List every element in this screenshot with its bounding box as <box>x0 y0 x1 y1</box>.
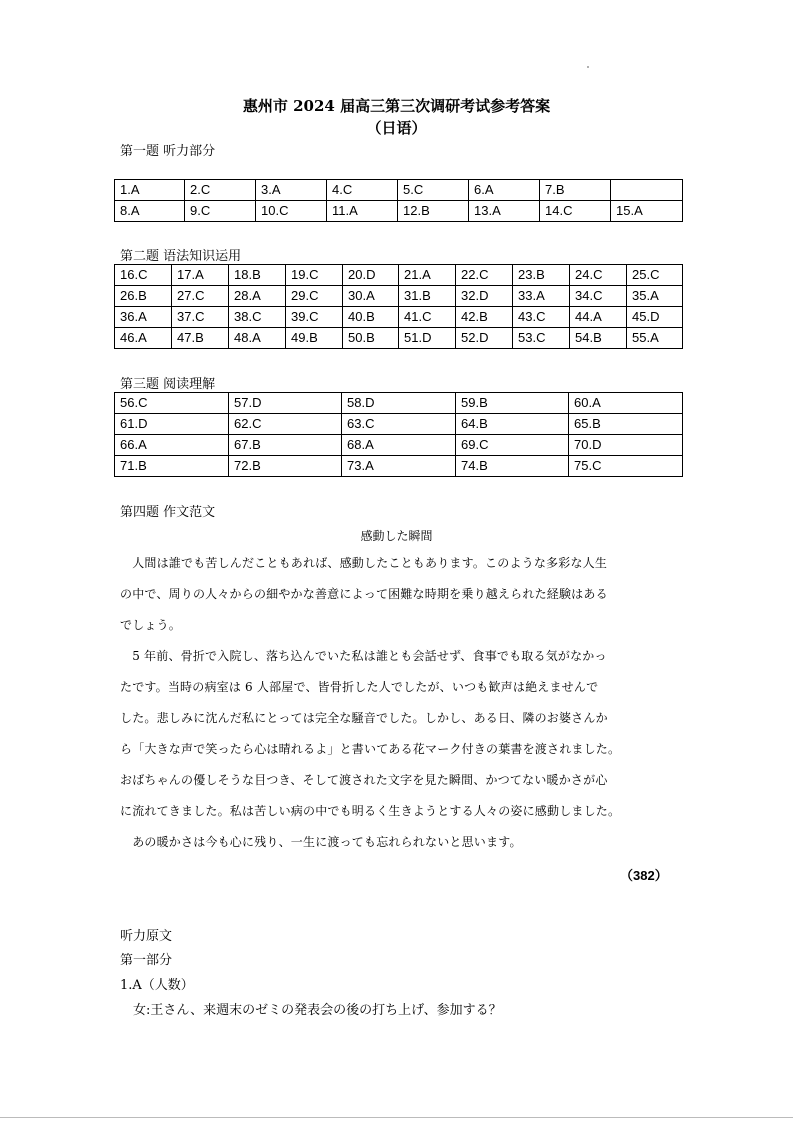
answer-cell: 75.C <box>569 456 683 477</box>
essay-line: でしょう。 <box>120 618 182 632</box>
answer-cell: 44.A <box>570 307 627 328</box>
question-label: 1.A（人数） <box>120 978 194 993</box>
answer-cell: 42.B <box>456 307 513 328</box>
essay-line: 5 年前、骨折で入院し、落ち込んでいた私は誰とも会話せず、食事でも取る気がなかっ <box>120 649 607 663</box>
answer-cell: 19.C <box>286 265 343 286</box>
answer-cell: 33.A <box>513 286 570 307</box>
answer-cell: 52.D <box>456 328 513 349</box>
answer-cell: 68.A <box>342 435 456 456</box>
answer-cell: 61.D <box>115 414 229 435</box>
answer-cell: 54.B <box>570 328 627 349</box>
essay-line: おばちゃんの優しそうな目つき、そして渡された文字を見た瞬間、かつてない暖かさが心 <box>120 773 608 787</box>
answer-cell: 37.C <box>172 307 229 328</box>
page-subtitle: （日语） <box>366 119 427 137</box>
answer-cell: 60.A <box>569 393 683 414</box>
answer-cell: 34.C <box>570 286 627 307</box>
grammar-answer-table <box>114 264 683 349</box>
answer-cell: 35.A <box>627 286 683 307</box>
answer-cell: 46.A <box>115 328 172 349</box>
table-row <box>115 286 683 307</box>
part-heading: 第一部分 <box>120 953 173 968</box>
section1-heading: 第一题 听力部分 <box>120 144 216 159</box>
answer-cell: 27.C <box>172 286 229 307</box>
answer-cell: 5.C <box>398 180 469 201</box>
section3-heading: 第三题 阅读理解 <box>120 377 216 392</box>
page-title: 惠州市 2024 届高三第三次调研考试参考答案 <box>242 97 551 115</box>
answer-cell: 32.D <box>456 286 513 307</box>
essay-title: 感動した瞬間 <box>360 529 433 543</box>
answer-cell: 72.B <box>229 456 342 477</box>
answer-cell: 40.B <box>343 307 399 328</box>
answer-cell: 22.C <box>456 265 513 286</box>
answer-cell: 45.D <box>627 307 683 328</box>
answer-cell: 26.B <box>115 286 172 307</box>
essay-line: に流れてきました。私は苦しい病の中でも明るく生きようとする人々の姿に感動しました。 <box>120 804 621 818</box>
answer-cell: 58.D <box>342 393 456 414</box>
reading-answer-table <box>114 392 683 477</box>
answer-cell: 39.C <box>286 307 343 328</box>
scan-dot <box>587 66 589 68</box>
word-count: （382） <box>620 868 668 883</box>
answer-cell: 3.A <box>256 180 327 201</box>
answer-cell: 18.B <box>229 265 286 286</box>
answer-cell: 41.C <box>399 307 456 328</box>
answer-cell: 74.B <box>456 456 569 477</box>
table-row <box>115 265 683 286</box>
answer-cell: 4.C <box>327 180 398 201</box>
essay-line: した。悲しみに沈んだ私にとっては完全な騒音でした。しかし、ある日、隣のお婆さんか <box>120 711 608 725</box>
answer-cell: 24.C <box>570 265 627 286</box>
answer-cell: 6.A <box>469 180 540 201</box>
answer-cell: 69.C <box>456 435 569 456</box>
table-row <box>115 414 683 435</box>
answer-cell <box>611 180 683 201</box>
answer-cell: 31.B <box>399 286 456 307</box>
essay-line: あの暖かさは今も心に残り、一生に渡っても忘れられないと思います。 <box>120 835 522 849</box>
answer-cell: 50.B <box>343 328 399 349</box>
answer-cell: 48.A <box>229 328 286 349</box>
answer-cell: 49.B <box>286 328 343 349</box>
answer-cell: 9.C <box>185 201 256 222</box>
answer-cell: 15.A <box>611 201 683 222</box>
essay-line: の中で、周りの人々からの細やかな善意によって困難な時期を乗り越えられた経験はある <box>120 587 608 601</box>
answer-cell: 28.A <box>229 286 286 307</box>
answer-cell: 17.A <box>172 265 229 286</box>
answer-cell: 62.C <box>229 414 342 435</box>
answer-cell: 36.A <box>115 307 172 328</box>
table-row <box>115 180 683 201</box>
answer-cell: 67.B <box>229 435 342 456</box>
dialogue-line: 女:王さん、来週末のゼミの発表会の後の打ち上げ、参加する？ <box>120 1003 502 1018</box>
answer-cell: 47.B <box>172 328 229 349</box>
answer-cell: 11.A <box>327 201 398 222</box>
answer-cell: 65.B <box>569 414 683 435</box>
answer-cell: 14.C <box>540 201 611 222</box>
answer-cell: 25.C <box>627 265 683 286</box>
answer-cell: 56.C <box>115 393 229 414</box>
answer-cell: 59.B <box>456 393 569 414</box>
essay-line: ら「大きな声で笑ったら心は晴れるよ」と書いてある花マーク付きの葉書を渡されました。 <box>120 742 621 756</box>
answer-cell: 16.C <box>115 265 172 286</box>
answer-cell: 2.C <box>185 180 256 201</box>
answer-cell: 70.D <box>569 435 683 456</box>
answer-cell: 12.B <box>398 201 469 222</box>
answer-cell: 8.A <box>115 201 185 222</box>
table-row <box>115 201 683 222</box>
answer-cell: 51.D <box>399 328 456 349</box>
essay-line: たです。当時の病室は 6 人部屋で、皆骨折した人でしたが、いつも歓声は絶えませんで <box>120 680 599 694</box>
table-row <box>115 328 683 349</box>
answer-cell: 73.A <box>342 456 456 477</box>
listening-answer-table <box>114 179 683 222</box>
answer-cell: 57.D <box>229 393 342 414</box>
answer-cell: 10.C <box>256 201 327 222</box>
answer-cell: 71.B <box>115 456 229 477</box>
answer-cell: 23.B <box>513 265 570 286</box>
listening-heading: 听力原文 <box>120 929 173 944</box>
page-bottom-border <box>0 1117 793 1118</box>
table-row <box>115 393 683 414</box>
answer-cell: 64.B <box>456 414 569 435</box>
answer-cell: 7.B <box>540 180 611 201</box>
answer-cell: 53.C <box>513 328 570 349</box>
table-row <box>115 307 683 328</box>
essay-line: 人間は誰でも苦しんだこともあれば、感動したこともあります。このような多彩な人生 <box>120 556 608 570</box>
table-row <box>115 456 683 477</box>
answer-cell: 63.C <box>342 414 456 435</box>
section2-heading: 第二题 语法知识运用 <box>120 249 242 264</box>
answer-cell: 21.A <box>399 265 456 286</box>
answer-cell: 43.C <box>513 307 570 328</box>
answer-cell: 13.A <box>469 201 540 222</box>
table-row <box>115 435 683 456</box>
section4-heading: 第四题 作文范文 <box>120 505 216 520</box>
answer-cell: 20.D <box>343 265 399 286</box>
answer-cell: 55.A <box>627 328 683 349</box>
answer-cell: 38.C <box>229 307 286 328</box>
answer-cell: 29.C <box>286 286 343 307</box>
answer-cell: 30.A <box>343 286 399 307</box>
answer-cell: 66.A <box>115 435 229 456</box>
answer-cell: 1.A <box>115 180 185 201</box>
